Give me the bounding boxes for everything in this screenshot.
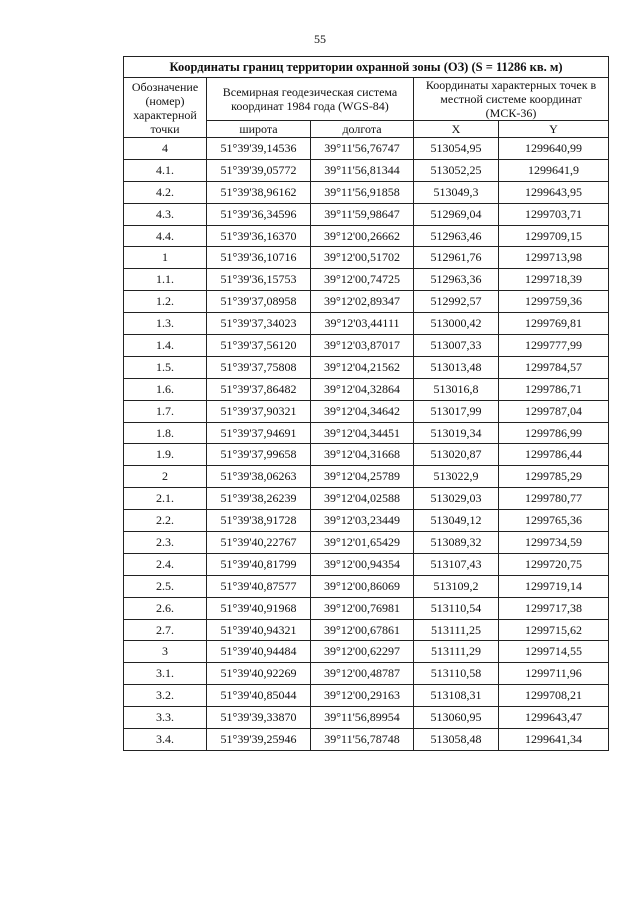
cell-x: 513060,95 xyxy=(414,707,499,729)
cell-x: 513020,87 xyxy=(414,444,499,466)
cell-longitude: 39°12'00,26662 xyxy=(311,225,414,247)
cell-longitude: 39°11'56,91858 xyxy=(311,181,414,203)
cell-y: 1299759,36 xyxy=(499,291,609,313)
cell-latitude: 51°39'37,90321 xyxy=(207,400,311,422)
cell-longitude: 39°12'00,62297 xyxy=(311,641,414,663)
cell-y: 1299640,99 xyxy=(499,138,609,160)
table-row xyxy=(124,422,609,444)
cell-longitude: 39°11'56,76747 xyxy=(311,138,414,160)
cell-x: 512963,36 xyxy=(414,269,499,291)
table-title: Координаты границ территории охранной зоны (ОЗ) (S = 11286 кв. м) xyxy=(124,57,609,78)
cell-y: 1299786,44 xyxy=(499,444,609,466)
cell-longitude: 39°12'04,34642 xyxy=(311,400,414,422)
cell-x: 513017,99 xyxy=(414,400,499,422)
cell-latitude: 51°39'38,91728 xyxy=(207,510,311,532)
cell-latitude: 51°39'40,94484 xyxy=(207,641,311,663)
cell-y: 1299786,71 xyxy=(499,378,609,400)
cell-x: 513016,8 xyxy=(414,378,499,400)
table-row xyxy=(124,729,609,751)
cell-x: 513058,48 xyxy=(414,729,499,751)
cell-point-name: 4.2. xyxy=(124,181,207,203)
cell-longitude: 39°12'00,51702 xyxy=(311,247,414,269)
cell-longitude: 39°12'00,67861 xyxy=(311,619,414,641)
cell-latitude: 51°39'36,10716 xyxy=(207,247,311,269)
cell-x: 513054,95 xyxy=(414,138,499,160)
cell-latitude: 51°39'37,99658 xyxy=(207,444,311,466)
table-body xyxy=(124,138,609,751)
table-row xyxy=(124,291,609,313)
cell-y: 1299780,77 xyxy=(499,488,609,510)
cell-latitude: 51°39'38,06263 xyxy=(207,466,311,488)
cell-latitude: 51°39'36,16370 xyxy=(207,225,311,247)
cell-longitude: 39°12'04,31668 xyxy=(311,444,414,466)
cell-x: 513111,29 xyxy=(414,641,499,663)
cell-x: 513052,25 xyxy=(414,159,499,181)
cell-y: 1299777,99 xyxy=(499,335,609,357)
cell-x: 513007,33 xyxy=(414,335,499,357)
table-row xyxy=(124,400,609,422)
cell-latitude: 51°39'37,34023 xyxy=(207,313,311,335)
table-row xyxy=(124,225,609,247)
table-row xyxy=(124,313,609,335)
table-row xyxy=(124,532,609,554)
cell-y: 1299643,95 xyxy=(499,181,609,203)
cell-latitude: 51°39'40,85044 xyxy=(207,685,311,707)
cell-point-name: 3 xyxy=(124,641,207,663)
cell-y: 1299769,81 xyxy=(499,313,609,335)
header-designation: Обозначение (номер) характерной точки xyxy=(124,78,207,138)
cell-longitude: 39°11'56,81344 xyxy=(311,159,414,181)
cell-point-name: 1.2. xyxy=(124,291,207,313)
cell-longitude: 39°12'04,32864 xyxy=(311,378,414,400)
cell-y: 1299711,96 xyxy=(499,663,609,685)
cell-y: 1299641,34 xyxy=(499,729,609,751)
cell-point-name: 3.4. xyxy=(124,729,207,751)
table-row xyxy=(124,203,609,225)
cell-y: 1299787,04 xyxy=(499,400,609,422)
cell-point-name: 3.2. xyxy=(124,685,207,707)
cell-point-name: 1.4. xyxy=(124,335,207,357)
cell-point-name: 1 xyxy=(124,247,207,269)
cell-y: 1299713,98 xyxy=(499,247,609,269)
cell-point-name: 2 xyxy=(124,466,207,488)
cell-longitude: 39°12'02,89347 xyxy=(311,291,414,313)
header-x: X xyxy=(414,121,499,138)
cell-point-name: 2.2. xyxy=(124,510,207,532)
cell-x: 512961,76 xyxy=(414,247,499,269)
cell-x: 513019,34 xyxy=(414,422,499,444)
cell-longitude: 39°12'00,48787 xyxy=(311,663,414,685)
cell-point-name: 1.7. xyxy=(124,400,207,422)
cell-longitude: 39°12'04,25789 xyxy=(311,466,414,488)
table-row xyxy=(124,707,609,729)
cell-latitude: 51°39'37,56120 xyxy=(207,335,311,357)
cell-x: 513108,31 xyxy=(414,685,499,707)
table-row xyxy=(124,138,609,160)
cell-latitude: 51°39'40,22767 xyxy=(207,532,311,554)
cell-point-name: 4.3. xyxy=(124,203,207,225)
cell-y: 1299786,99 xyxy=(499,422,609,444)
cell-x: 513111,25 xyxy=(414,619,499,641)
header-longitude: долгота xyxy=(311,121,414,138)
cell-x: 513022,9 xyxy=(414,466,499,488)
cell-y: 1299641,9 xyxy=(499,159,609,181)
cell-longitude: 39°12'00,74725 xyxy=(311,269,414,291)
cell-x: 512992,57 xyxy=(414,291,499,313)
table-row xyxy=(124,641,609,663)
cell-latitude: 51°39'40,91968 xyxy=(207,597,311,619)
cell-latitude: 51°39'37,08958 xyxy=(207,291,311,313)
table-row xyxy=(124,444,609,466)
cell-y: 1299717,38 xyxy=(499,597,609,619)
cell-longitude: 39°12'01,65429 xyxy=(311,532,414,554)
cell-longitude: 39°12'03,23449 xyxy=(311,510,414,532)
cell-latitude: 51°39'37,86482 xyxy=(207,378,311,400)
cell-y: 1299785,29 xyxy=(499,466,609,488)
cell-x: 513000,42 xyxy=(414,313,499,335)
cell-point-name: 4 xyxy=(124,138,207,160)
cell-latitude: 51°39'38,26239 xyxy=(207,488,311,510)
cell-longitude: 39°12'03,87017 xyxy=(311,335,414,357)
cell-point-name: 2.4. xyxy=(124,553,207,575)
cell-latitude: 51°39'39,14536 xyxy=(207,138,311,160)
cell-point-name: 2.6. xyxy=(124,597,207,619)
cell-y: 1299708,21 xyxy=(499,685,609,707)
cell-longitude: 39°12'04,21562 xyxy=(311,356,414,378)
table-row xyxy=(124,378,609,400)
cell-point-name: 4.4. xyxy=(124,225,207,247)
cell-point-name: 3.3. xyxy=(124,707,207,729)
cell-latitude: 51°39'37,75808 xyxy=(207,356,311,378)
cell-longitude: 39°12'00,29163 xyxy=(311,685,414,707)
cell-y: 1299718,39 xyxy=(499,269,609,291)
table-row xyxy=(124,247,609,269)
table-row xyxy=(124,181,609,203)
table-row xyxy=(124,356,609,378)
header-latitude: широта xyxy=(207,121,311,138)
cell-y: 1299765,36 xyxy=(499,510,609,532)
cell-point-name: 2.5. xyxy=(124,575,207,597)
cell-point-name: 1.1. xyxy=(124,269,207,291)
cell-longitude: 39°12'00,94354 xyxy=(311,553,414,575)
cell-point-name: 1.8. xyxy=(124,422,207,444)
cell-x: 513110,54 xyxy=(414,597,499,619)
cell-y: 1299714,55 xyxy=(499,641,609,663)
cell-latitude: 51°39'40,87577 xyxy=(207,575,311,597)
cell-x: 513110,58 xyxy=(414,663,499,685)
cell-y: 1299715,62 xyxy=(499,619,609,641)
table-row xyxy=(124,510,609,532)
table-row xyxy=(124,685,609,707)
table-row xyxy=(124,553,609,575)
header-local: Координаты характерных точек в местной системе координат (МСК-36) xyxy=(414,78,609,121)
cell-y: 1299720,75 xyxy=(499,553,609,575)
table-row xyxy=(124,488,609,510)
header-wgs: Всемирная геодезическая система координат 1984 года (WGS-84) xyxy=(207,78,414,121)
cell-latitude: 51°39'38,96162 xyxy=(207,181,311,203)
cell-latitude: 51°39'37,94691 xyxy=(207,422,311,444)
cell-longitude: 39°12'04,02588 xyxy=(311,488,414,510)
table-row xyxy=(124,335,609,357)
cell-longitude: 39°12'00,76981 xyxy=(311,597,414,619)
cell-point-name: 1.5. xyxy=(124,356,207,378)
cell-y: 1299719,14 xyxy=(499,575,609,597)
cell-point-name: 1.6. xyxy=(124,378,207,400)
cell-latitude: 51°39'40,94321 xyxy=(207,619,311,641)
table-row xyxy=(124,269,609,291)
cell-point-name: 1.3. xyxy=(124,313,207,335)
cell-latitude: 51°39'36,15753 xyxy=(207,269,311,291)
cell-x: 513109,2 xyxy=(414,575,499,597)
cell-point-name: 2.7. xyxy=(124,619,207,641)
cell-y: 1299703,71 xyxy=(499,203,609,225)
cell-latitude: 51°39'40,92269 xyxy=(207,663,311,685)
table-row xyxy=(124,466,609,488)
cell-latitude: 51°39'36,34596 xyxy=(207,203,311,225)
cell-y: 1299643,47 xyxy=(499,707,609,729)
cell-latitude: 51°39'39,05772 xyxy=(207,159,311,181)
header-y: Y xyxy=(499,121,609,138)
page-number: 55 xyxy=(314,32,326,46)
cell-longitude: 39°12'04,34451 xyxy=(311,422,414,444)
cell-point-name: 3.1. xyxy=(124,663,207,685)
cell-x: 513049,12 xyxy=(414,510,499,532)
coordinates-table xyxy=(123,56,609,751)
cell-longitude: 39°12'00,86069 xyxy=(311,575,414,597)
cell-longitude: 39°11'56,78748 xyxy=(311,729,414,751)
cell-latitude: 51°39'40,81799 xyxy=(207,553,311,575)
cell-x: 512963,46 xyxy=(414,225,499,247)
cell-x: 513049,3 xyxy=(414,181,499,203)
cell-x: 513107,43 xyxy=(414,553,499,575)
cell-point-name: 4.1. xyxy=(124,159,207,181)
cell-x: 513089,32 xyxy=(414,532,499,554)
table-row xyxy=(124,575,609,597)
cell-y: 1299734,59 xyxy=(499,532,609,554)
table-row xyxy=(124,663,609,685)
table-row xyxy=(124,159,609,181)
cell-point-name: 1.9. xyxy=(124,444,207,466)
cell-y: 1299784,57 xyxy=(499,356,609,378)
cell-longitude: 39°11'56,89954 xyxy=(311,707,414,729)
cell-longitude: 39°11'59,98647 xyxy=(311,203,414,225)
cell-x: 513013,48 xyxy=(414,356,499,378)
cell-x: 513029,03 xyxy=(414,488,499,510)
cell-point-name: 2.1. xyxy=(124,488,207,510)
cell-latitude: 51°39'39,25946 xyxy=(207,729,311,751)
table-row xyxy=(124,619,609,641)
table-row xyxy=(124,597,609,619)
cell-point-name: 2.3. xyxy=(124,532,207,554)
cell-y: 1299709,15 xyxy=(499,225,609,247)
cell-longitude: 39°12'03,44111 xyxy=(311,313,414,335)
cell-latitude: 51°39'39,33870 xyxy=(207,707,311,729)
cell-x: 512969,04 xyxy=(414,203,499,225)
